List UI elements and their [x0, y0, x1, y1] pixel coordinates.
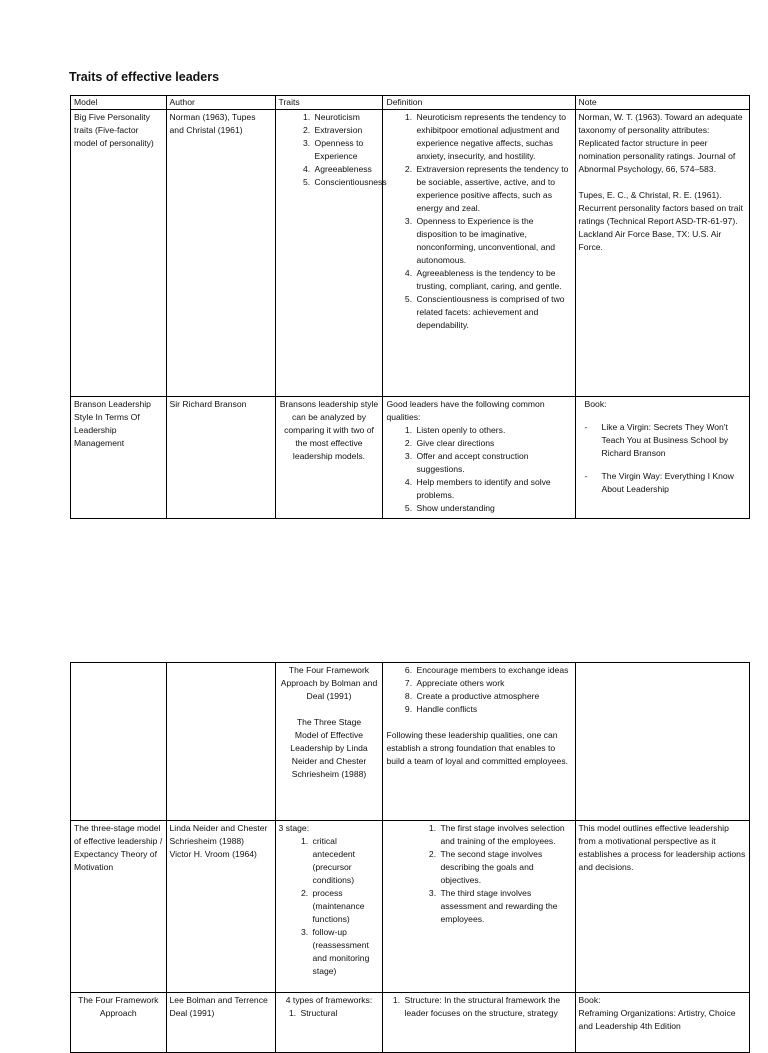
book-list	[579, 421, 746, 496]
definition-cell	[383, 993, 575, 1053]
author-text: Linda Neider and Chester Schriesheim (1988)	[169, 823, 268, 846]
header-model: Model	[71, 96, 167, 110]
model-cell: Big Five Personality traits (Five-factor model of personality)	[71, 110, 167, 397]
list-item: 3. Openness to Experience is the disposition to be imaginative, nonconforming, unconventional, and autonomous.	[414, 215, 571, 267]
header-row	[71, 96, 750, 110]
model-cell	[71, 663, 167, 821]
traits-cell	[275, 110, 387, 397]
note-reference: Tupes, E. C., & Christal, R. E. (1961). Recurrent personality factors based on trait ratings (Technical Report ASD-TR-61-97). Lackland Air Force Base, TX: U.S. Air Force.	[578, 190, 743, 252]
header-author: Author	[166, 96, 275, 110]
definition-list	[386, 822, 571, 926]
table-row	[71, 110, 750, 397]
author-cell: Norman (1963), Tupes and Christal (1961)	[166, 110, 275, 397]
traits-cell: Bransons leadership style can be analyzed by comparing it with two of the most effective leadership models.	[275, 397, 383, 519]
author-cell	[166, 663, 275, 821]
traits-cell	[275, 663, 383, 821]
note-label: Book:	[578, 995, 601, 1005]
definition-list	[386, 994, 571, 1020]
traits-list	[279, 1007, 380, 1020]
list-item: 1. Structure: In the structural framework the leader focuses on the structure, strategy	[402, 994, 571, 1020]
definition-cell	[383, 397, 575, 519]
list-item: 1. critical antecedent (precursor conditions)	[311, 835, 380, 887]
list-item: 5. Show understanding	[414, 502, 571, 515]
definition-closing: Following these leadership qualities, one can establish a strong foundation that enables to build a team of loyal and committed employees.	[386, 730, 569, 766]
header-note: Note	[575, 96, 749, 110]
model-cell: The three-stage model of effective leadership / Expectancy Theory of Motivation	[71, 821, 167, 993]
note-reference: Reframing Organizations: Artistry, Choice and Leadership 4th Edition	[578, 1008, 736, 1031]
note-cell: This model outlines effective leadership from a motivational perspective as it establishes a process for leadership actions and decisions.	[575, 821, 749, 993]
list-item: - Like a Virgin: Secrets They Won't Teach You at Business School by Richard Branson	[591, 421, 746, 460]
list-item: 1. Structural	[299, 1007, 380, 1020]
document-title: Traits of effective leaders	[69, 70, 220, 84]
note-cell	[575, 663, 749, 821]
list-item: 4. Agreeableness	[313, 163, 380, 176]
list-item: 4. Help members to identify and solve problems.	[414, 476, 571, 502]
author-text: Victor H. Vroom (1964)	[169, 849, 257, 859]
note-cell	[575, 993, 749, 1053]
list-item: 2. The second stage involves describing the goals and objectives.	[438, 848, 571, 887]
list-item: 5. Conscientiousness is comprised of two related facets: achievement and dependability.	[414, 293, 571, 332]
note-reference: Norman, W. T. (1963). Toward an adequate taxonomy of personality attributes: Replicated factor structure in peer nomination personality ratings. Journal of Abnormal Psychology, 66, 574–583.	[578, 112, 743, 174]
qualities-list	[386, 424, 571, 515]
definition-cell	[383, 821, 575, 993]
definition-list	[386, 111, 571, 332]
table-row	[71, 993, 750, 1053]
author-cell	[166, 821, 275, 993]
list-item: 2. process (maintenance functions)	[311, 887, 380, 926]
list-item: 1. Listen openly to others.	[414, 424, 571, 437]
list-item: 2. Extraversion	[313, 124, 380, 137]
list-item: 3. Offer and accept construction suggestions.	[414, 450, 571, 476]
header-traits: Traits	[275, 96, 383, 110]
list-item: 2. Extraversion represents the tendency to be sociable, assertive, active, and to experience positive affects, such as energy and zeal.	[414, 163, 571, 215]
list-item: 3. Openness to Experience	[313, 137, 380, 163]
model-cell: Branson Leadership Style In Terms Of Leadership Management	[71, 397, 167, 519]
list-item: 3. follow-up (reassessment and monitoring stage)	[311, 926, 380, 978]
qualities-list	[386, 664, 571, 716]
table-row	[71, 821, 750, 993]
author-cell: Lee Bolman and Terrence Deal (1991)	[166, 993, 275, 1053]
traits-table-part-1	[70, 95, 750, 519]
traits-text: The Four Framework Approach by Bolman and Deal (1991)	[280, 665, 378, 701]
traits-list	[279, 111, 387, 189]
header-definition: Definition	[383, 96, 575, 110]
list-item: 5. Conscientiousness	[313, 176, 380, 189]
table-row	[71, 397, 750, 519]
list-item: 8. Create a productive atmosphere	[414, 690, 571, 703]
note-cell	[575, 397, 749, 519]
note-label: Book:	[584, 399, 607, 409]
table-row	[71, 663, 750, 821]
traits-intro: 4 types of frameworks:	[285, 995, 373, 1005]
definition-cell	[383, 110, 575, 397]
list-item: 6. Encourage members to exchange ideas	[414, 664, 571, 677]
traits-list	[279, 835, 380, 978]
model-cell: The Four Framework Approach	[71, 993, 167, 1053]
traits-cell	[275, 993, 383, 1053]
note-cell	[575, 110, 749, 397]
list-item: 4. Agreeableness is the tendency to be trusting, compliant, caring, and gentle.	[414, 267, 571, 293]
traits-intro: 3 stage:	[278, 823, 310, 833]
author-cell: Sir Richard Branson	[166, 397, 275, 519]
list-item: 1. The first stage involves selection and training of the employees.	[438, 822, 571, 848]
traits-text: The Three Stage Model of Effective Leadership by Linda Neider and Chester Schriesheim (1988)	[290, 717, 368, 779]
list-item: 1. Neuroticism represents the tendency to exhibitpoor emotional adjustment and experience negative affects, suchas anxiety, insecurity, and hostility.	[414, 111, 571, 163]
list-item: 1. Neuroticism	[313, 111, 380, 124]
list-item: 9. Handle conflicts	[414, 703, 571, 716]
list-item: - The Virgin Way: Everything I Know About Leadership	[591, 470, 746, 496]
list-item: 3. The third stage involves assessment and rewarding the employees.	[438, 887, 571, 926]
definition-cell	[383, 663, 575, 821]
traits-table-part-2	[70, 662, 750, 1053]
definition-intro: Good leaders have the following common qualities:	[386, 399, 545, 422]
list-item: 7. Appreciate others work	[414, 677, 571, 690]
traits-cell	[275, 821, 383, 993]
list-item: 2. Give clear directions	[414, 437, 571, 450]
